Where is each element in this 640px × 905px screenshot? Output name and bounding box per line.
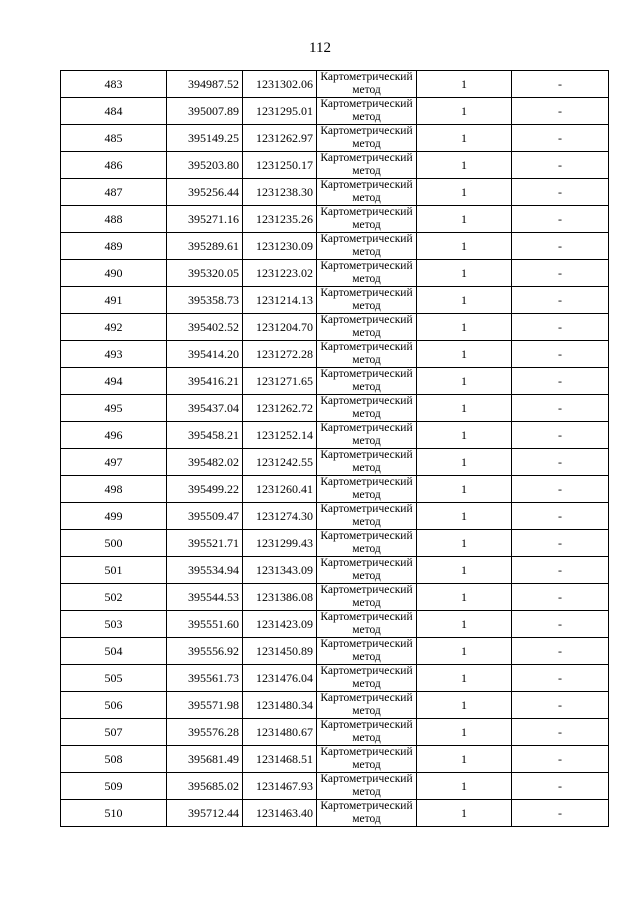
note-cell: -	[512, 611, 609, 638]
precision-cell: 1	[417, 206, 512, 233]
table-row	[61, 692, 609, 719]
table-row	[61, 449, 609, 476]
method-cell: Картометрический метод	[317, 800, 417, 827]
table-row	[61, 719, 609, 746]
table-row	[61, 800, 609, 827]
note-cell: -	[512, 557, 609, 584]
precision-cell: 1	[417, 98, 512, 125]
method-cell: Картометрический метод	[317, 233, 417, 260]
table-row	[61, 584, 609, 611]
y-coordinate-cell: 1231260.41	[243, 476, 317, 503]
precision-cell: 1	[417, 368, 512, 395]
y-coordinate-cell: 1231230.09	[243, 233, 317, 260]
note-cell: -	[512, 341, 609, 368]
precision-cell: 1	[417, 422, 512, 449]
x-coordinate-cell: 395544.53	[167, 584, 243, 611]
y-coordinate-cell: 1231463.40	[243, 800, 317, 827]
table-row	[61, 746, 609, 773]
point-number-cell: 507	[61, 719, 167, 746]
note-cell: -	[512, 260, 609, 287]
precision-cell: 1	[417, 476, 512, 503]
point-number-cell: 487	[61, 179, 167, 206]
point-number-cell: 494	[61, 368, 167, 395]
method-cell: Картометрический метод	[317, 341, 417, 368]
point-number-cell: 503	[61, 611, 167, 638]
point-number-cell: 499	[61, 503, 167, 530]
y-coordinate-cell: 1231343.09	[243, 557, 317, 584]
x-coordinate-cell: 395289.61	[167, 233, 243, 260]
y-coordinate-cell: 1231262.97	[243, 125, 317, 152]
method-cell: Картометрический метод	[317, 287, 417, 314]
precision-cell: 1	[417, 152, 512, 179]
note-cell: -	[512, 233, 609, 260]
table-row	[61, 530, 609, 557]
table-row	[61, 476, 609, 503]
note-cell: -	[512, 179, 609, 206]
precision-cell: 1	[417, 449, 512, 476]
y-coordinate-cell: 1231271.65	[243, 368, 317, 395]
x-coordinate-cell: 395271.16	[167, 206, 243, 233]
note-cell: -	[512, 287, 609, 314]
table-row	[61, 125, 609, 152]
method-cell: Картометрический метод	[317, 179, 417, 206]
table-row	[61, 341, 609, 368]
precision-cell: 1	[417, 638, 512, 665]
method-cell: Картометрический метод	[317, 746, 417, 773]
table-row	[61, 395, 609, 422]
method-cell: Картометрический метод	[317, 530, 417, 557]
precision-cell: 1	[417, 692, 512, 719]
table-row	[61, 233, 609, 260]
point-number-cell: 485	[61, 125, 167, 152]
x-coordinate-cell: 395551.60	[167, 611, 243, 638]
method-cell: Картометрический метод	[317, 395, 417, 422]
point-number-cell: 491	[61, 287, 167, 314]
x-coordinate-cell: 395556.92	[167, 638, 243, 665]
y-coordinate-cell: 1231242.55	[243, 449, 317, 476]
method-cell: Картометрический метод	[317, 584, 417, 611]
x-coordinate-cell: 395402.52	[167, 314, 243, 341]
note-cell: -	[512, 449, 609, 476]
method-cell: Картометрический метод	[317, 125, 417, 152]
point-number-cell: 510	[61, 800, 167, 827]
point-number-cell: 495	[61, 395, 167, 422]
y-coordinate-cell: 1231450.89	[243, 638, 317, 665]
precision-cell: 1	[417, 179, 512, 206]
precision-cell: 1	[417, 530, 512, 557]
x-coordinate-cell: 395681.49	[167, 746, 243, 773]
table-row	[61, 665, 609, 692]
point-number-cell: 492	[61, 314, 167, 341]
method-cell: Картометрический метод	[317, 314, 417, 341]
method-cell: Картометрический метод	[317, 449, 417, 476]
point-number-cell: 508	[61, 746, 167, 773]
point-number-cell: 486	[61, 152, 167, 179]
x-coordinate-cell: 395499.22	[167, 476, 243, 503]
table-row	[61, 71, 609, 98]
point-number-cell: 500	[61, 530, 167, 557]
precision-cell: 1	[417, 557, 512, 584]
x-coordinate-cell: 395685.02	[167, 773, 243, 800]
precision-cell: 1	[417, 503, 512, 530]
table-row	[61, 260, 609, 287]
table-row	[61, 638, 609, 665]
y-coordinate-cell: 1231295.01	[243, 98, 317, 125]
precision-cell: 1	[417, 260, 512, 287]
y-coordinate-cell: 1231262.72	[243, 395, 317, 422]
note-cell: -	[512, 692, 609, 719]
table-body	[61, 71, 609, 827]
note-cell: -	[512, 719, 609, 746]
y-coordinate-cell: 1231214.13	[243, 287, 317, 314]
x-coordinate-cell: 395576.28	[167, 719, 243, 746]
coordinates-table	[60, 70, 609, 827]
method-cell: Картометрический метод	[317, 260, 417, 287]
point-number-cell: 490	[61, 260, 167, 287]
note-cell: -	[512, 746, 609, 773]
y-coordinate-cell: 1231302.06	[243, 71, 317, 98]
method-cell: Картометрический метод	[317, 557, 417, 584]
x-coordinate-cell: 395458.21	[167, 422, 243, 449]
precision-cell: 1	[417, 746, 512, 773]
method-cell: Картометрический метод	[317, 719, 417, 746]
precision-cell: 1	[417, 584, 512, 611]
table-row	[61, 368, 609, 395]
table-row	[61, 503, 609, 530]
method-cell: Картометрический метод	[317, 98, 417, 125]
x-coordinate-cell: 395320.05	[167, 260, 243, 287]
y-coordinate-cell: 1231250.17	[243, 152, 317, 179]
point-number-cell: 496	[61, 422, 167, 449]
y-coordinate-cell: 1231467.93	[243, 773, 317, 800]
precision-cell: 1	[417, 611, 512, 638]
method-cell: Картометрический метод	[317, 692, 417, 719]
x-coordinate-cell: 395256.44	[167, 179, 243, 206]
table-row	[61, 314, 609, 341]
note-cell: -	[512, 638, 609, 665]
note-cell: -	[512, 530, 609, 557]
table-row	[61, 206, 609, 233]
note-cell: -	[512, 98, 609, 125]
precision-cell: 1	[417, 800, 512, 827]
point-number-cell: 509	[61, 773, 167, 800]
method-cell: Картометрический метод	[317, 773, 417, 800]
y-coordinate-cell: 1231204.70	[243, 314, 317, 341]
table-row	[61, 557, 609, 584]
method-cell: Картометрический метод	[317, 638, 417, 665]
point-number-cell: 504	[61, 638, 167, 665]
precision-cell: 1	[417, 287, 512, 314]
precision-cell: 1	[417, 719, 512, 746]
x-coordinate-cell: 395007.89	[167, 98, 243, 125]
x-coordinate-cell: 395203.80	[167, 152, 243, 179]
y-coordinate-cell: 1231252.14	[243, 422, 317, 449]
note-cell: -	[512, 800, 609, 827]
note-cell: -	[512, 476, 609, 503]
point-number-cell: 497	[61, 449, 167, 476]
x-coordinate-cell: 395149.25	[167, 125, 243, 152]
table-row	[61, 611, 609, 638]
point-number-cell: 506	[61, 692, 167, 719]
note-cell: -	[512, 206, 609, 233]
method-cell: Картометрический метод	[317, 503, 417, 530]
method-cell: Картометрический метод	[317, 476, 417, 503]
table-row	[61, 98, 609, 125]
precision-cell: 1	[417, 395, 512, 422]
x-coordinate-cell: 395521.71	[167, 530, 243, 557]
y-coordinate-cell: 1231299.43	[243, 530, 317, 557]
y-coordinate-cell: 1231235.26	[243, 206, 317, 233]
point-number-cell: 505	[61, 665, 167, 692]
method-cell: Картометрический метод	[317, 665, 417, 692]
x-coordinate-cell: 395509.47	[167, 503, 243, 530]
y-coordinate-cell: 1231238.30	[243, 179, 317, 206]
x-coordinate-cell: 395358.73	[167, 287, 243, 314]
note-cell: -	[512, 152, 609, 179]
note-cell: -	[512, 71, 609, 98]
note-cell: -	[512, 665, 609, 692]
point-number-cell: 488	[61, 206, 167, 233]
note-cell: -	[512, 584, 609, 611]
x-coordinate-cell: 394987.52	[167, 71, 243, 98]
note-cell: -	[512, 422, 609, 449]
y-coordinate-cell: 1231272.28	[243, 341, 317, 368]
table-row	[61, 422, 609, 449]
x-coordinate-cell: 395571.98	[167, 692, 243, 719]
point-number-cell: 484	[61, 98, 167, 125]
precision-cell: 1	[417, 71, 512, 98]
y-coordinate-cell: 1231480.67	[243, 719, 317, 746]
note-cell: -	[512, 125, 609, 152]
x-coordinate-cell: 395416.21	[167, 368, 243, 395]
precision-cell: 1	[417, 233, 512, 260]
method-cell: Картометрический метод	[317, 611, 417, 638]
precision-cell: 1	[417, 125, 512, 152]
y-coordinate-cell: 1231480.34	[243, 692, 317, 719]
method-cell: Картометрический метод	[317, 422, 417, 449]
precision-cell: 1	[417, 314, 512, 341]
method-cell: Картометрический метод	[317, 71, 417, 98]
y-coordinate-cell: 1231468.51	[243, 746, 317, 773]
table-row	[61, 773, 609, 800]
x-coordinate-cell: 395534.94	[167, 557, 243, 584]
y-coordinate-cell: 1231223.02	[243, 260, 317, 287]
point-number-cell: 502	[61, 584, 167, 611]
x-coordinate-cell: 395712.44	[167, 800, 243, 827]
y-coordinate-cell: 1231274.30	[243, 503, 317, 530]
point-number-cell: 501	[61, 557, 167, 584]
note-cell: -	[512, 773, 609, 800]
point-number-cell: 493	[61, 341, 167, 368]
x-coordinate-cell: 395414.20	[167, 341, 243, 368]
note-cell: -	[512, 395, 609, 422]
point-number-cell: 483	[61, 71, 167, 98]
precision-cell: 1	[417, 665, 512, 692]
point-number-cell: 489	[61, 233, 167, 260]
note-cell: -	[512, 368, 609, 395]
method-cell: Картометрический метод	[317, 368, 417, 395]
method-cell: Картометрический метод	[317, 206, 417, 233]
x-coordinate-cell: 395482.02	[167, 449, 243, 476]
x-coordinate-cell: 395561.73	[167, 665, 243, 692]
precision-cell: 1	[417, 773, 512, 800]
y-coordinate-cell: 1231386.08	[243, 584, 317, 611]
y-coordinate-cell: 1231423.09	[243, 611, 317, 638]
page-number: 112	[309, 40, 331, 56]
note-cell: -	[512, 503, 609, 530]
note-cell: -	[512, 314, 609, 341]
table-row	[61, 152, 609, 179]
table-row	[61, 287, 609, 314]
x-coordinate-cell: 395437.04	[167, 395, 243, 422]
table-row	[61, 179, 609, 206]
y-coordinate-cell: 1231476.04	[243, 665, 317, 692]
method-cell: Картометрический метод	[317, 152, 417, 179]
precision-cell: 1	[417, 341, 512, 368]
point-number-cell: 498	[61, 476, 167, 503]
